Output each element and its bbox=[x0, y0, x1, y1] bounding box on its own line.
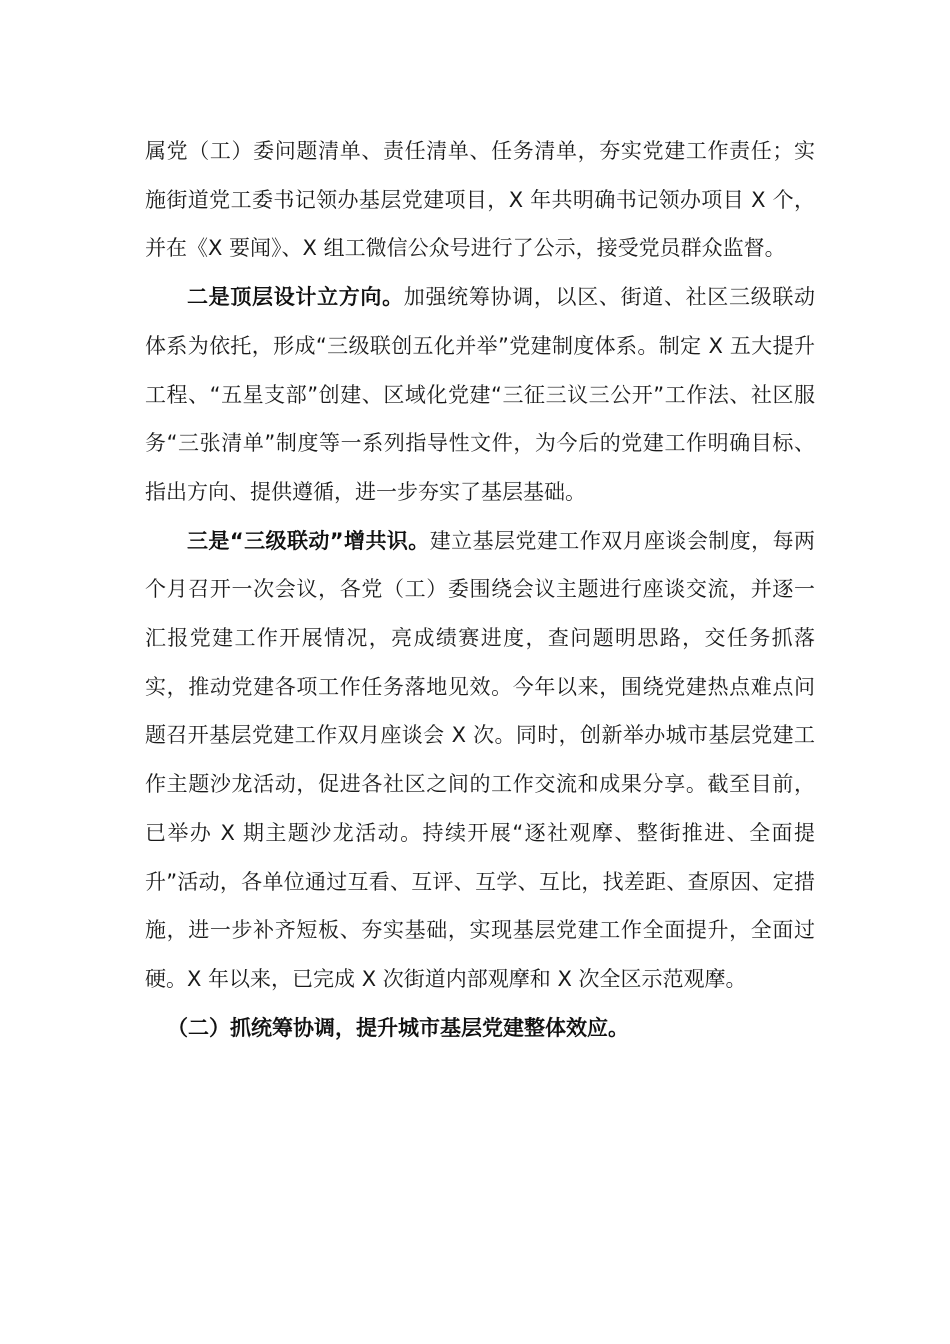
paragraph-text: 属党（工）委问题清单、责任清单、任务清单，夯实党建工作责任；实施街道党工委书记领办基层党建项目，X 年共明确书记领办项目 X 个，并在《X 要闻》、X 组工微信公众号进行了公示，接受党员群众监督。 bbox=[145, 139, 815, 261]
section-heading: （二）抓统筹协调，提升城市基层党建整体效应。 bbox=[167, 1015, 629, 1040]
paragraph-continuation bbox=[145, 127, 815, 273]
paragraph-text: 建立基层党建工作双月座谈会制度，每两个月召开一次会议，各党（工）委围绕会议主题进行座谈交流，并逐一汇报党建工作开展情况，亮成绩赛进度，查问题明思路，交任务抓落实，推动党建各项工作任务落地见效。今年以来，围绕党建热点难点问题召开基层党建工作双月座谈会 X 次。同时，创新举办城市基层党建工作主题沙龙活动，促进各社区之间的工作交流和成果分享。截至目前，已举办 X 期主题沙龙活动。持续开展“逐社观摩、整街推进、全面提升”活动，各单位通过互看、互评、互学、互比，找差距、查原因、定措施，进一步补齐短板、夯实基础，实现基层党建工作全面提升，全面过硬。X 年以来，已完成 X 次街道内部观摩和 X 次全区示范观摩。 bbox=[145, 528, 815, 991]
paragraph-top-level-design bbox=[145, 273, 815, 517]
paragraph-lead: 三是“三级联动”增共识。 bbox=[187, 528, 430, 553]
paragraph-three-level-linkage bbox=[145, 517, 815, 1004]
paragraph-lead: 二是顶层设计立方向。 bbox=[187, 285, 404, 310]
paragraph-text: 加强统筹协调，以区、街道、社区三级联动体系为依托，形成“三级联创五化并举”党建制度体系。制定 X 五大提升工程、“五星支部”创建、区域化党建“三征三议三公开”工作法、社区服务“三张清单”制度等一系列指导性文件，为今后的党建工作明确目标、指出方向、提供遵循，进一步夯实了基层基础。 bbox=[145, 285, 816, 504]
document-body bbox=[145, 127, 815, 1052]
